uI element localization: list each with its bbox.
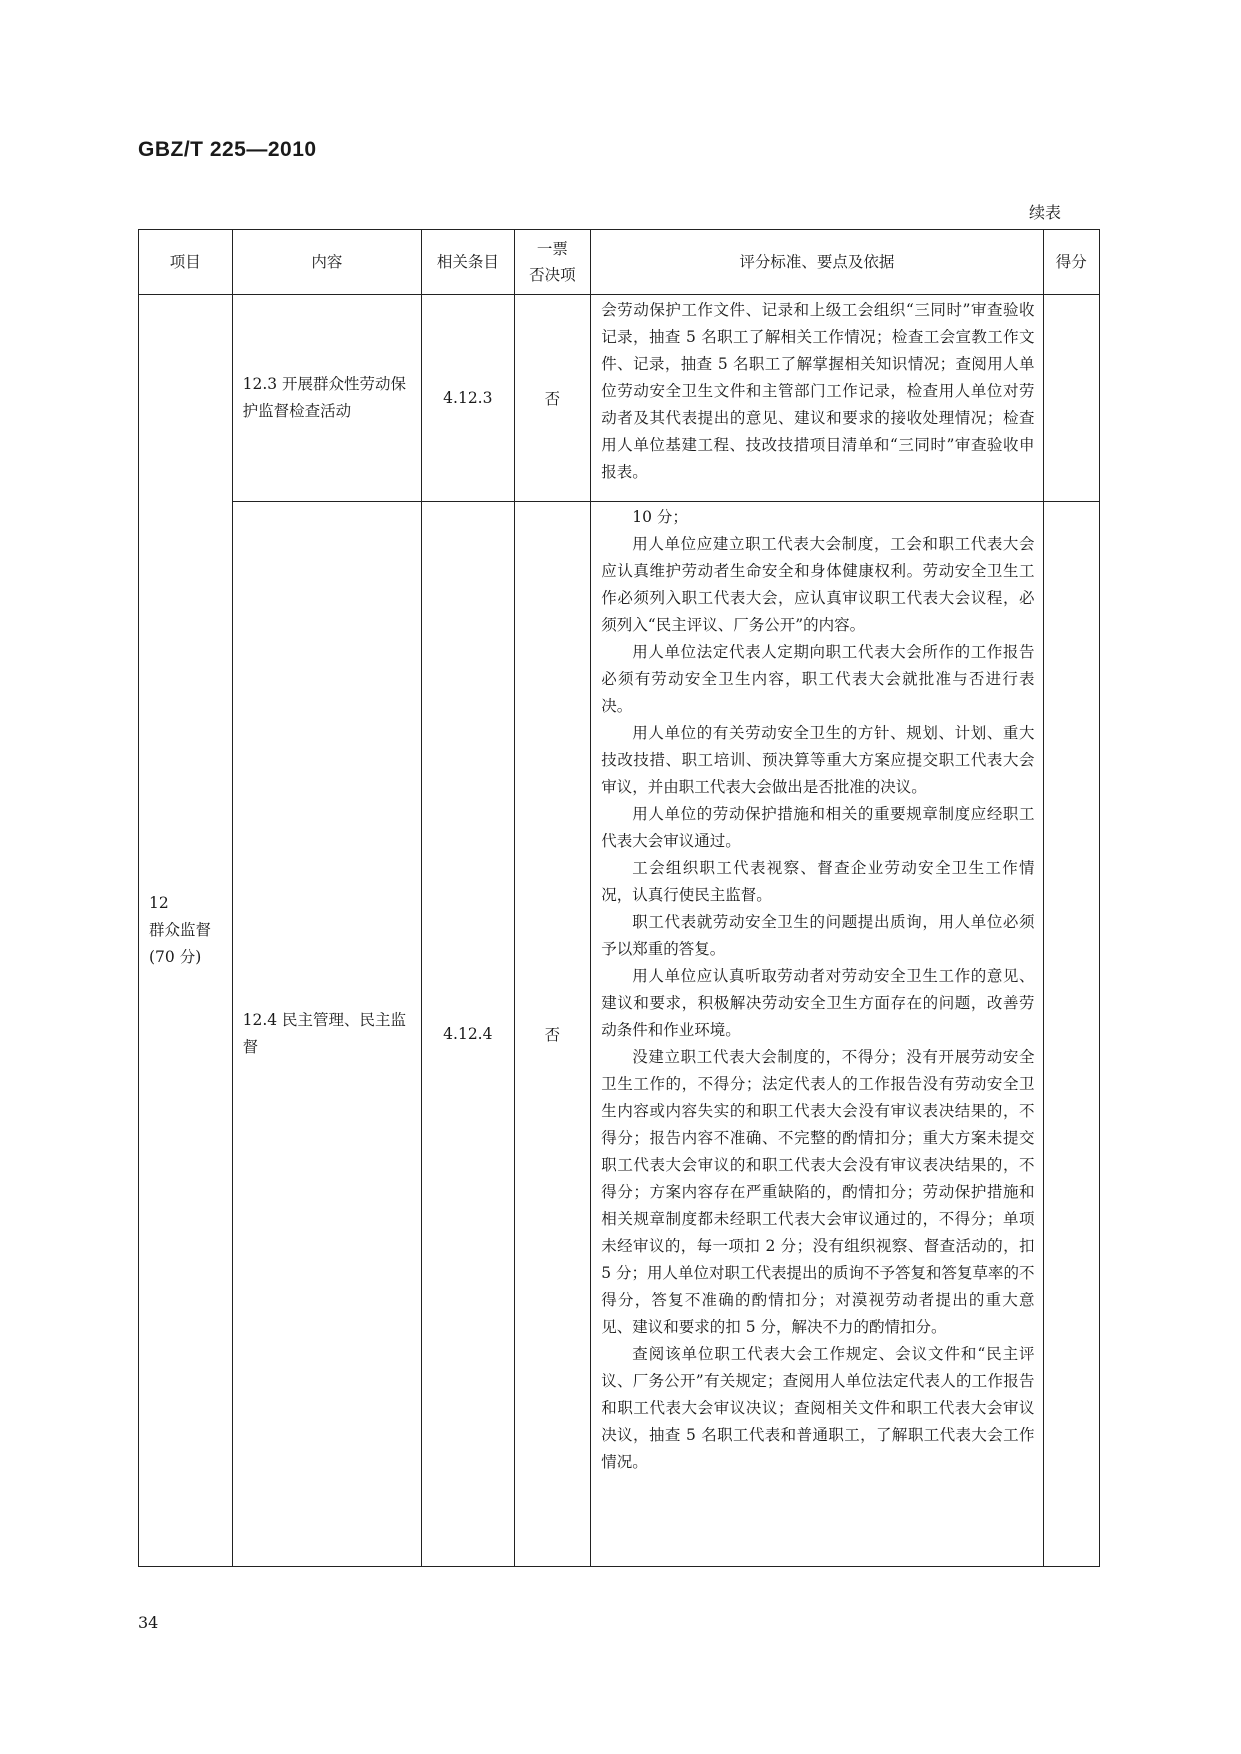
criteria-paragraph: 用人单位法定代表人定期向职工代表大会所作的工作报告必须有劳动安全卫生内容，职工代表大会就批准与否进行表决。 (601, 643, 1035, 715)
criteria-paragraph: 没建立职工代表大会制度的，不得分；没有开展劳动安全卫生工作的，不得分；法定代表人的工作报告没有劳动安全卫生内容或内容失实的和职工代表大会没有审议表决结果的，不得分；报告内容不准确、不完整的酌情扣分；重大方案未提交职工代表大会审议的和职工代表大会没有审议表决结果的，不得分；方案内容存在严重缺陷的，酌情扣分；劳动保护措施和相关规章制度都未经职工代表大会审议通过的，不得分；单项未经审议的，每一项扣 2 分；没有组织视察、督查活动的，扣 5 分；用人单位对职工代表提出的质询不予答复和答复草率的不得分，答复不准确的酌情扣分；对漠视劳动者提出的重大意见、建议和要求的扣 5 分，解决不力的酌情扣分。 (601, 1048, 1035, 1336)
criteria-paragraph: 职工代表就劳动安全卫生的问题提出质询，用人单位必须予以郑重的答复。 (601, 913, 1035, 958)
project-number: 12 (149, 894, 169, 912)
clause-cell: 4.12.4 (422, 502, 514, 1567)
criteria-paragraph: 会劳动保护工作文件、记录和上级工会组织“三同时”审查验收记录，抽查 5 名职工了解相关工作情况；检查工会宣教工作文件、记录，抽查 5 名职工了解掌握相关知识情况；查阅用人单位劳动安全卫生文件和主管部门工作记录，检查用人单位对劳动者及其代表提出的意见、建议和要求的接收处理情况；检查用人单位基建工程、技改技措项目清单和“三同时”审查验收申报表。 (601, 301, 1035, 481)
header-veto (514, 230, 591, 295)
criteria-paragraph: 用人单位的有关劳动安全卫生的方针、规划、计划、重大技改技措、职工培训、预决算等重大方案应提交职工代表大会审议，并由职工代表大会做出是否批准的决议。 (601, 724, 1035, 796)
table-header-row (139, 230, 1100, 295)
criteria-paragraph: 查阅该单位职工代表大会工作规定、会议文件和“民主评议、厂务公开”有关规定；查阅用人单位法定代表人的工作报告和职工代表大会审议决议；查阅相关文件和职工代表大会审议决议，抽查 5 名职工代表和普通职工，了解职工代表大会工作情况。 (601, 1345, 1035, 1471)
criteria-paragraph: 用人单位应认真听取劳动者对劳动安全卫生工作的意见、建议和要求，积极解决劳动安全卫生方面存在的问题，改善劳动条件和作业环境。 (601, 967, 1035, 1039)
content-cell: 12.3 开展群众性劳动保护监督检查活动 (232, 295, 421, 502)
criteria-paragraph: 工会组织职工代表视察、督查企业劳动安全卫生工作情况，认真行使民主监督。 (601, 859, 1035, 904)
criteria-paragraph: 10 分； (632, 508, 688, 526)
scoring-table (138, 229, 1100, 1567)
criteria-paragraph: 用人单位应建立职工代表大会制度，工会和职工代表大会应认真维护劳动者生命安全和身体健康权利。劳动安全卫生工作必须列入职工代表大会，应认真审议职工代表大会议程，必须列入“民主评议、厂务公开”的内容。 (601, 535, 1035, 634)
document-code: GBZ/T 225—2010 (138, 138, 317, 161)
page-number: 34 (138, 1613, 159, 1632)
content-cell: 12.4 民主管理、民主监督 (232, 502, 421, 1567)
project-name: 群众监督 (149, 921, 212, 939)
criteria-cell (591, 295, 1043, 502)
table-row (139, 295, 1100, 502)
veto-cell: 否 (514, 502, 591, 1567)
score-cell (1043, 502, 1099, 1567)
header-content: 内容 (232, 230, 421, 295)
header-clause: 相关条目 (422, 230, 514, 295)
criteria-paragraph: 用人单位的劳动保护措施和相关的重要规章制度应经职工代表大会审议通过。 (601, 805, 1035, 850)
header-project: 项目 (139, 230, 233, 295)
continued-label: 续表 (1028, 203, 1061, 222)
score-cell (1043, 295, 1099, 502)
header-score: 得分 (1043, 230, 1099, 295)
header-veto-line1: 一票 (536, 240, 568, 258)
clause-cell: 4.12.3 (422, 295, 514, 502)
project-points: (70 分) (149, 948, 202, 966)
project-cell (139, 295, 233, 1567)
header-criteria: 评分标准、要点及依据 (591, 230, 1043, 295)
veto-cell: 否 (514, 295, 591, 502)
table-row (139, 502, 1100, 1567)
header-veto-line2: 否决项 (529, 266, 576, 284)
criteria-cell (591, 502, 1043, 1567)
